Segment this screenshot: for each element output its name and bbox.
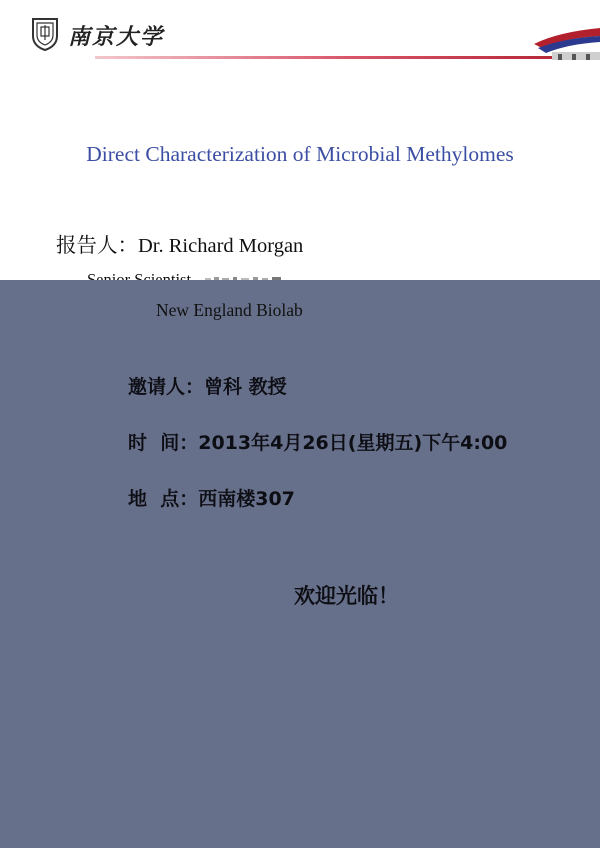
info-panel — [0, 280, 600, 848]
header-divider — [95, 56, 600, 59]
gate-roof-icon — [528, 26, 600, 60]
welcome-message: 欢迎光临！ — [294, 584, 399, 608]
talk-title: Direct Characterization of Microbial Methylomes — [86, 142, 514, 166]
speaker-line: 报告人：Dr. Richard Morgan — [56, 235, 304, 257]
university-name: 南京大学 — [68, 24, 165, 50]
place-line: 地 点：西南楼307 — [128, 488, 295, 510]
header — [0, 0, 600, 80]
time-line: 时 间：2013年4月26日(星期五)下午4:00 — [128, 432, 508, 454]
host-line: 邀请人：曾科 教授 — [128, 376, 287, 398]
speaker-affiliation: New England Biolab — [156, 300, 303, 320]
university-emblem-icon — [30, 16, 60, 52]
